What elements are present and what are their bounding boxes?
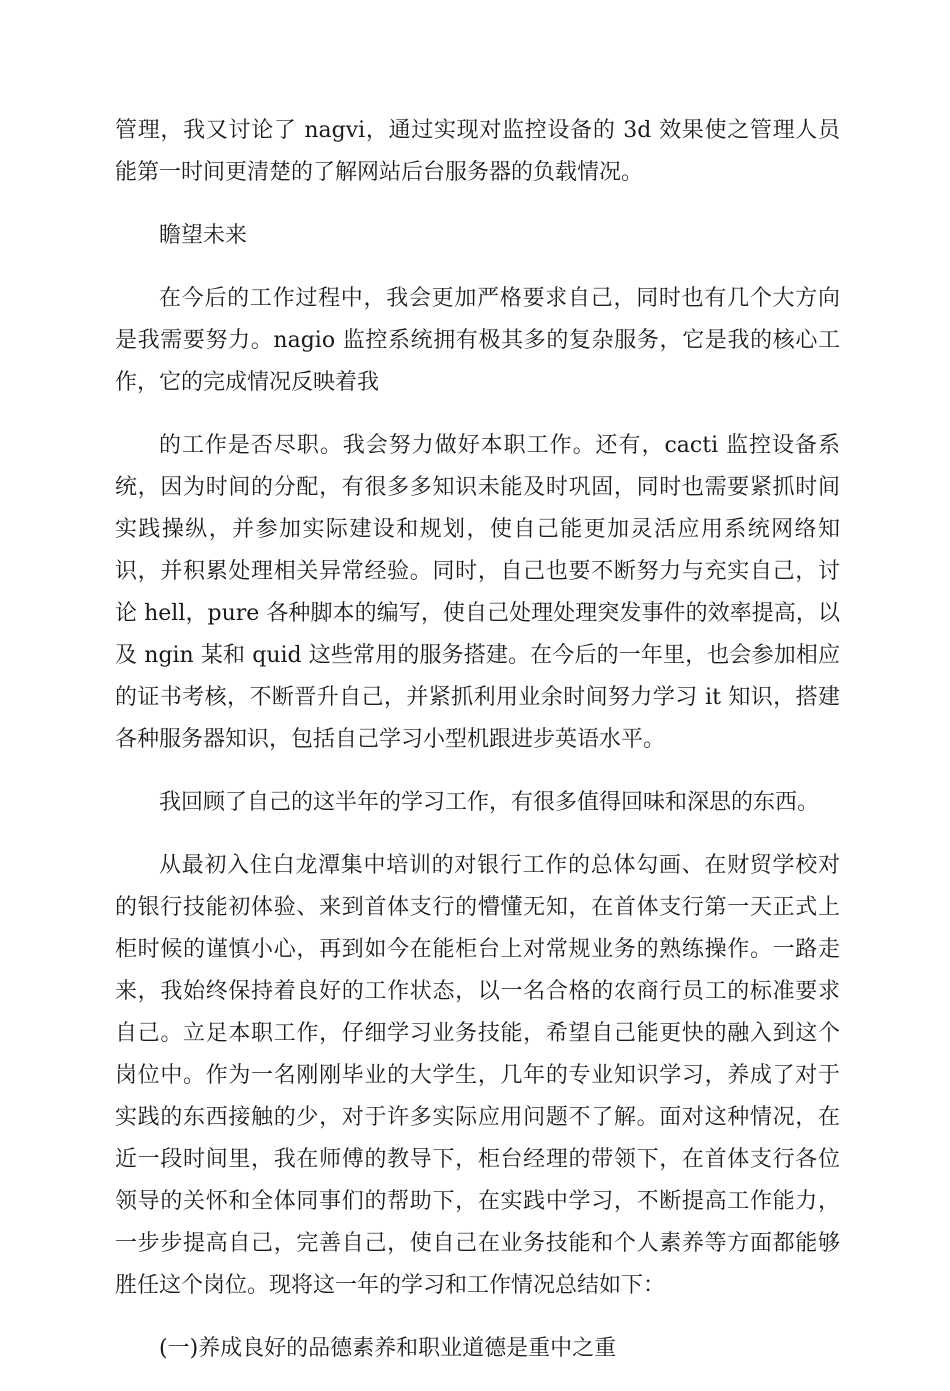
section-heading-future: 瞻望未来 [159, 223, 248, 248]
paragraph-continuation: 管理，我又讨论了 nagvi，通过实现对监控设备的 3d 效果使之管理人员能第一时间更清楚的了解网站后台服务器的负载情况。 [115, 118, 840, 185]
paragraph-work-duties: 的工作是否尽职。我会努力做好本职工作。还有，cacti 监控设备系统，因为时间的分配，有很多多知识未能及时巩固，同时也需要紧抓时间实践操纵，并参加实际建设和规划，使自己能更加灵活应用系统网络知识，并积累处理相关异常经验。同时，自己也要不断努力与充实自己，讨论 hell，pure 各种脚本的编写，使自己处理处理突发事件的效率提高，以及 ngin 某和 quid 这些常用的服务搭建。在今后的一年里，也会参加相应的证书考核，不断晋升自己，并紧抓利用业余时间努力学习 it 知识，搭建各种服务器知识，包括自己学习小型机跟进步英语水平。 [115, 433, 840, 752]
paragraph-future-plan: 在今后的工作过程中，我会更加严格要求自己，同时也有几个大方向是我需要努力。nagio 监控系统拥有极其多的复杂服务，它是我的核心工作，它的完成情况反映着我 [115, 286, 840, 395]
document-body [115, 110, 840, 1391]
paragraph-review: 我回顾了自己的这半年的学习工作，有很多值得回味和深思的东西。 [159, 790, 820, 815]
paragraph-experience: 从最初入住白龙潭集中培训的对银行工作的总体勾画、在财贸学校对的银行技能初体验、来到首体支行的懵懂无知，在首体支行第一天正式上柜时候的谨慎小心，再到如今在能柜台上对常规业务的熟练操作。一路走来，我始终保持着良好的工作状态，以一名合格的农商行员工的标准要求自己。立足本职工作，仔细学习业务技能，希望自己能更快的融入到这个岗位中。作为一名刚刚毕业的大学生，几年的专业知识学习，养成了对于实践的东西接触的少，对于许多实际应用问题不了解。面对这种情况，在近一段时间里，我在师傅的教导下，柜台经理的带领下，在首体支行各位领导的关怀和全体同事们的帮助下，在实践中学习，不断提高工作能力，一步步提高自己，完善自己，使自己在业务技能和个人素养等方面都能够胜任这个岗位。现将这一年的学习和工作情况总结如下： [115, 853, 840, 1298]
section-heading-ethics: (一)养成良好的品德素养和职业道德是重中之重 [159, 1336, 617, 1361]
